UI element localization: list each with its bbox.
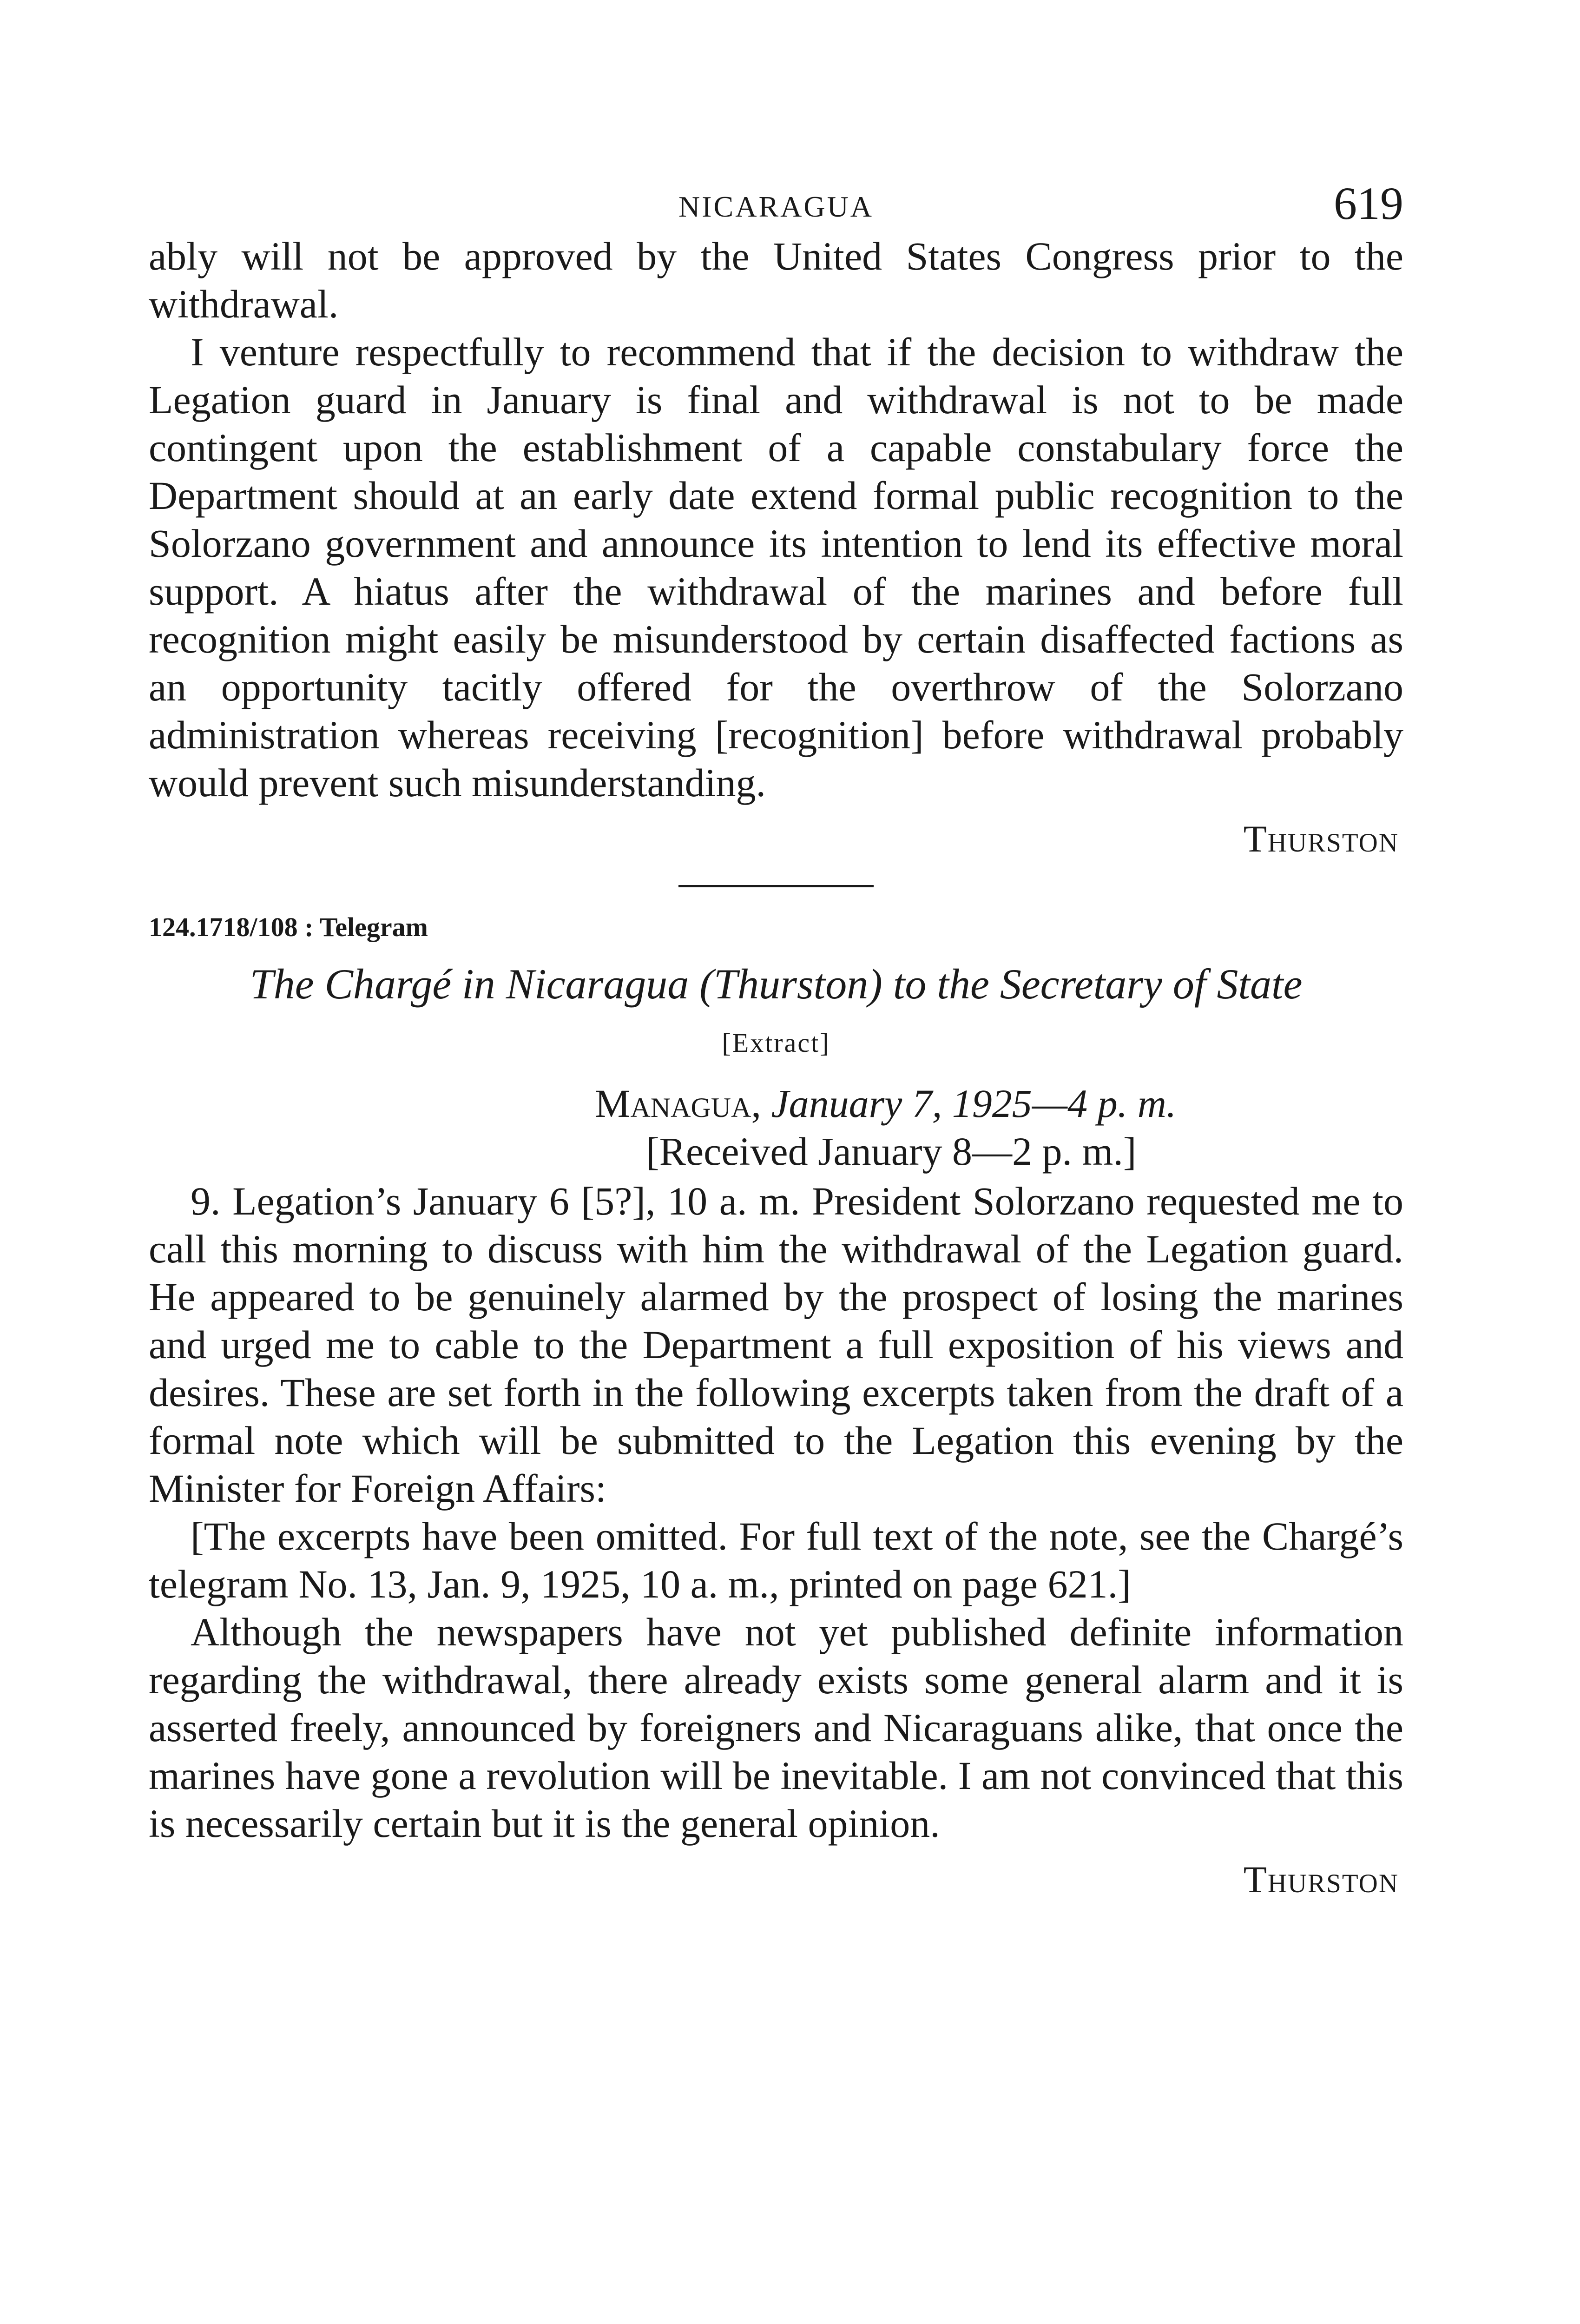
section-divider	[678, 885, 874, 887]
signature-thurston-1: Thurston	[1243, 818, 1399, 860]
dateline	[149, 1080, 1403, 1128]
running-title: NICARAGUA	[678, 190, 874, 223]
received-line: [Received January 8—2 p. m.]	[646, 1129, 1137, 1174]
running-header	[149, 177, 1403, 232]
file-reference: 124.1718/108 : Telegram	[149, 912, 428, 942]
paragraph-9: 9. Legation’s January 6 [5?], 10 a. m. President Solorzano requested me to call this morning to discuss with him the withdrawal of the Legation guard. He appeared to be genuinely alarmed by the prospect of losing the marines and urged me to cable to the Department a full exposition of his views and desires. These are set forth in the following excerpts taken from the draft of a formal note which will be submitted to the Legation this evening by the Minister for Foreign Affairs:	[149, 1179, 1403, 1511]
signature-thurston-2: Thurston	[1243, 1858, 1399, 1901]
extract-label: [Extract]	[722, 1028, 830, 1058]
page-number: 619	[1334, 178, 1403, 229]
document-title: The Chargé in Nicaragua (Thurston) to the Secretary of State	[250, 960, 1303, 1008]
recommendation-paragraph: I venture respectfully to recommend that if the decision to withdraw the Legation guard in January is final and withdrawal is not to be made contingent upon the establishment of a capable constabulary force the Department should at an early date extend formal public recognition to the Solorzano government and announce its intention to lend its effective moral support. A hiatus after the withdrawal of the marines and before full recognition might easily be misunderstood by certain disaffected factions as an opportunity tacitly offered for the overthrow of the Solorzano administration whereas receiving [recognition] before withdrawal probably would prevent such misunderstanding.	[149, 330, 1403, 805]
omitted-note-paragraph: [The excerpts have been omitted. For full text of the note, see the Chargé’s telegram No. 13, Jan. 9, 1925, 10 a. m., printed on page 621.]	[149, 1514, 1403, 1606]
continued-paragraph: ably will not be approved by the United States Congress prior to the withdrawal.	[149, 234, 1403, 326]
alarm-paragraph: Although the newspapers have not yet published definite information regarding the withdrawal, there already exists some general alarm and it is asserted freely, announced by foreigners and Nicaraguans alike, that once the marines have gone a revolution will be inevitable. I am not convinced that this is necessarily certain but it is the general opinion.	[149, 1610, 1403, 1846]
dateline-date: January 7, 1925—4 p. m.	[771, 1081, 1177, 1126]
dateline-place: Managua,	[595, 1081, 761, 1126]
document-page	[149, 177, 1403, 1901]
